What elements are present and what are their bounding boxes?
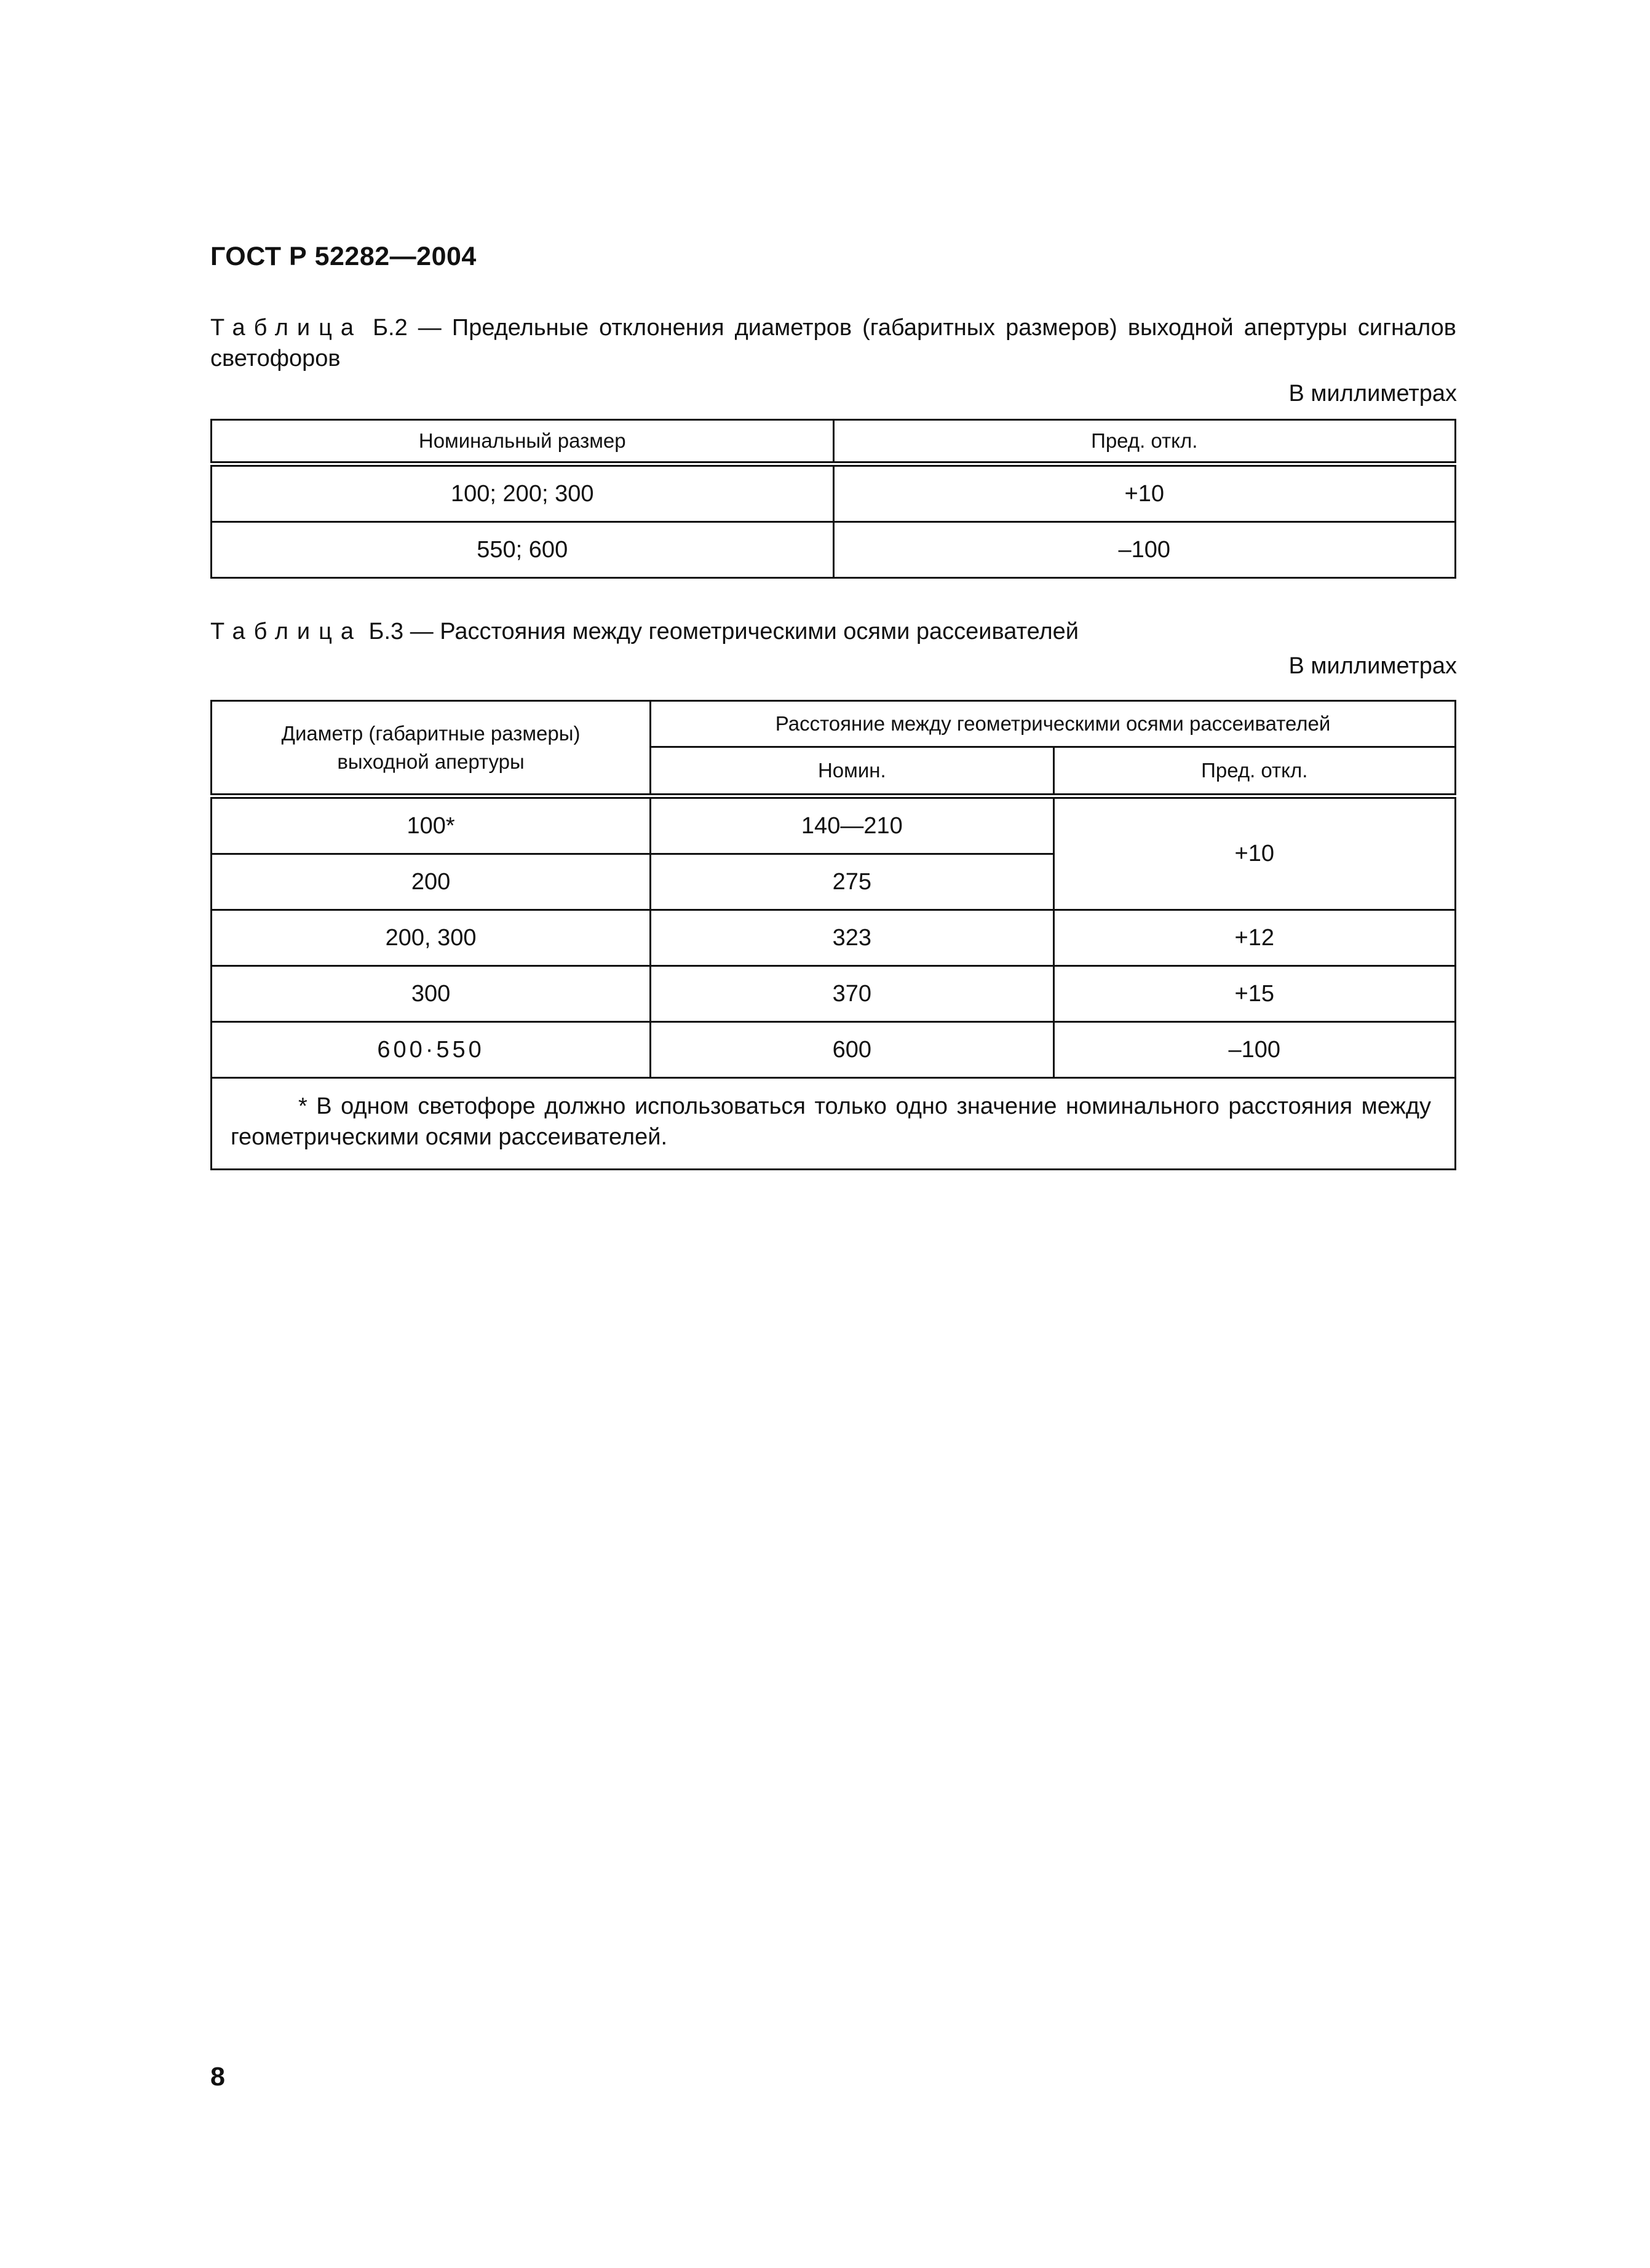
table-b2-units: В миллиметрах bbox=[1288, 381, 1457, 406]
page-number: 8 bbox=[210, 2062, 225, 2092]
table-b3-cell-deviation: –100 bbox=[1053, 1022, 1455, 1078]
table-row bbox=[212, 1022, 1456, 1078]
table-b3-header-deviation: Пред. откл. bbox=[1053, 747, 1455, 796]
document-code: ГОСТ Р 52282—2004 bbox=[210, 242, 477, 271]
table-row bbox=[212, 522, 1456, 578]
table-b2-caption-word: Таблица bbox=[210, 315, 362, 341]
table-b2-caption-text: Б.2 — Предельные отклонения диаметров (габаритных размеров) выходной апертуры сигналов светофоров bbox=[210, 315, 1456, 371]
table-b3-caption-text: Б.3 — Расстояния между геометрическими осями рассеивателей bbox=[362, 619, 1079, 644]
table-b3-cell-nominal: 323 bbox=[651, 910, 1053, 966]
table-b3-header-diameter bbox=[212, 701, 651, 796]
table-b3-cell-diameter: 200, 300 bbox=[212, 910, 651, 966]
table-b2-header-deviation: Пред. откл. bbox=[833, 420, 1456, 464]
table-b3-footnote bbox=[212, 1078, 1456, 1170]
table-b2-header-row bbox=[212, 420, 1456, 464]
table-b3-header-distance-group: Расстояние между геометрическими осями рассеивателей bbox=[651, 701, 1456, 747]
table-row bbox=[212, 910, 1456, 966]
table-b3-footnote-text: * В одном светофоре должно использоваться только одно значение номинального расстояния между геометрическими осями рассеивателей. bbox=[231, 1093, 1431, 1150]
table-b3-units: В миллиметрах bbox=[1288, 653, 1457, 679]
table-b3-cell-deviation: +15 bbox=[1053, 966, 1455, 1022]
table-b3-header-nominal: Номин. bbox=[651, 747, 1053, 796]
table-b3-cell-nominal: 275 bbox=[651, 854, 1053, 910]
table-row bbox=[212, 966, 1456, 1022]
table-b3 bbox=[210, 700, 1456, 1170]
table-b3-cell-nominal: 370 bbox=[651, 966, 1053, 1022]
table-row bbox=[212, 464, 1456, 522]
table-b3-cell-diameter: 200 bbox=[212, 854, 651, 910]
table-b3-cell-diameter: 600·550 bbox=[212, 1022, 651, 1078]
table-b3-cell-nominal: 140—210 bbox=[651, 796, 1053, 854]
table-b3-cell-deviation: +12 bbox=[1053, 910, 1455, 966]
table-b3-cell-nominal: 600 bbox=[651, 1022, 1053, 1078]
table-b3-header-diameter-line2: выходной апертуры bbox=[337, 750, 525, 773]
table-b3-caption-word: Таблица bbox=[210, 619, 362, 644]
table-b3-cell-diameter: 300 bbox=[212, 966, 651, 1022]
table-b3-cell-deviation: +10 bbox=[1053, 796, 1455, 910]
table-b3-cell-diameter: 100* bbox=[212, 796, 651, 854]
table-row bbox=[212, 796, 1456, 854]
table-b2-cell-size: 100; 200; 300 bbox=[212, 464, 834, 522]
table-b2-header-nominal-size: Номинальный размер bbox=[212, 420, 834, 464]
table-b2-caption bbox=[210, 312, 1456, 374]
table-b2-cell-deviation: –100 bbox=[833, 522, 1456, 578]
table-b2-cell-deviation: +10 bbox=[833, 464, 1456, 522]
table-b3-caption bbox=[210, 616, 1456, 647]
table-b3-header-diameter-line1: Диаметр (габаритные размеры) bbox=[281, 721, 581, 745]
table-b2 bbox=[210, 419, 1456, 579]
table-b3-header-row bbox=[212, 701, 1456, 747]
table-b3-footnote-row bbox=[212, 1078, 1456, 1170]
table-b2-cell-size: 550; 600 bbox=[212, 522, 834, 578]
